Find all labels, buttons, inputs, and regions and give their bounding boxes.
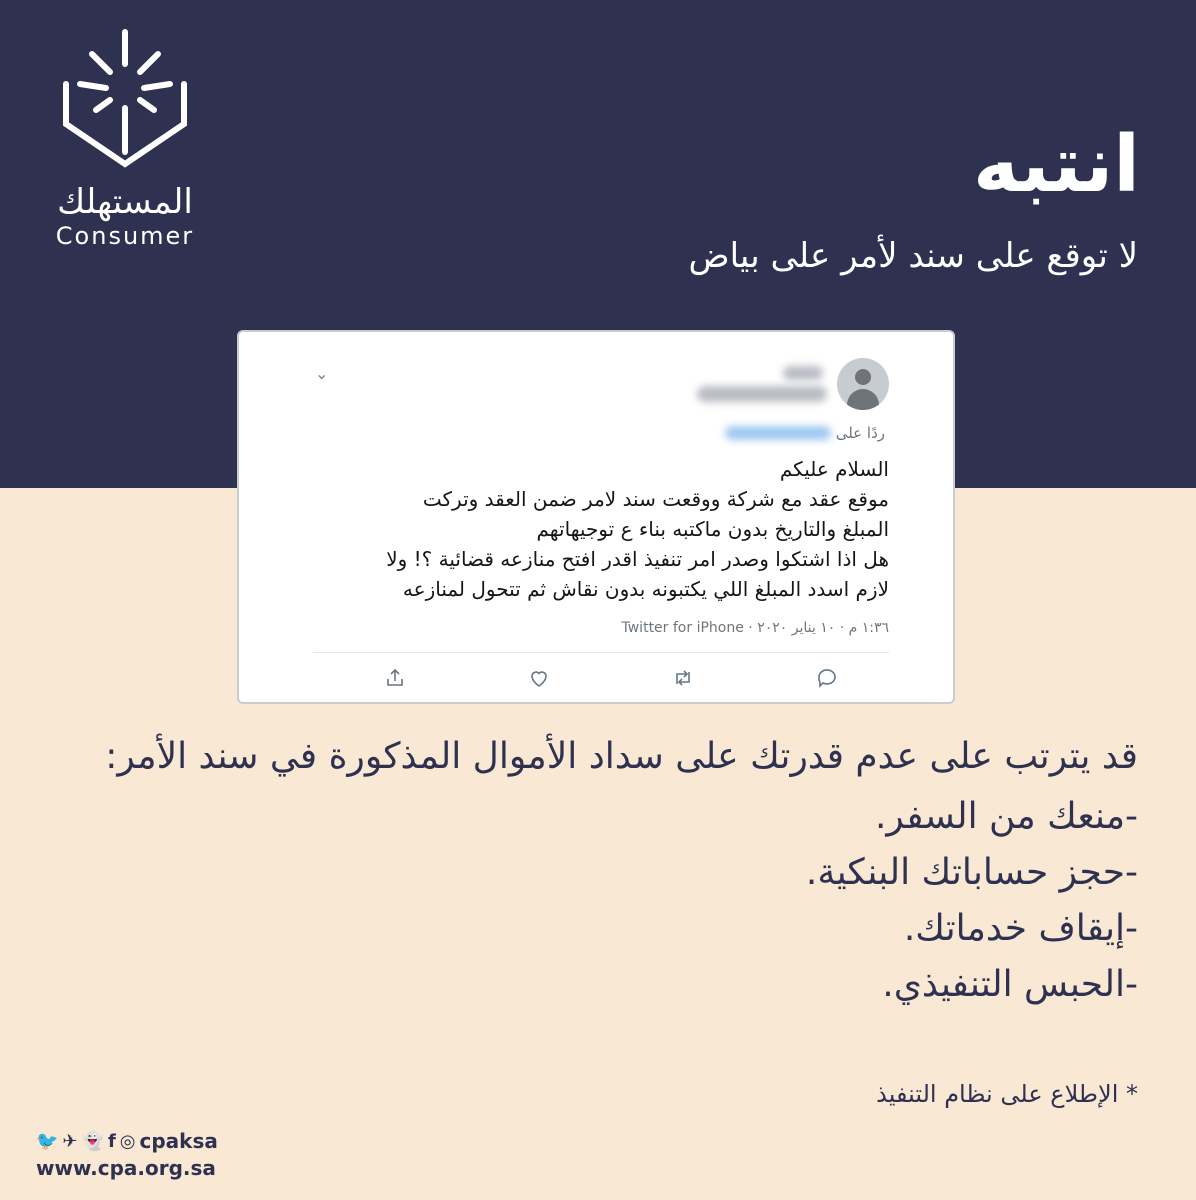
tweet-line: هل اذا اشتكوا وصدر امر تنفيذ اقدر افتح منازعه قضائية ؟! ولا [386, 547, 889, 571]
twitter-icon[interactable]: 🐦 [36, 1130, 59, 1152]
blurred-user-handle [697, 386, 827, 402]
logo-mark-icon [50, 24, 200, 174]
footnote[interactable]: * الإطلاع على نظام التنفيذ [876, 1080, 1138, 1108]
blurred-user-name [783, 366, 823, 380]
reply-to-label: ردًا على [835, 424, 885, 442]
avatar[interactable] [837, 358, 889, 410]
logo-english-text: Consumer [55, 222, 195, 250]
tweet-line: المبلغ والتاريخ بدون ماكتبه بناء ع توجيهاتهم [536, 517, 889, 541]
consumer-logo [40, 24, 210, 250]
consequence-item: -منعك من السفر. [874, 796, 1138, 837]
social-links [36, 1128, 218, 1154]
consequence-item: -حجز حساباتك البنكية. [805, 852, 1138, 893]
tweet-text [289, 454, 889, 604]
avatar-head-shape [855, 369, 871, 385]
consequence-item: -إيقاف خدماتك. [903, 908, 1138, 949]
avatar-body-shape [847, 389, 879, 410]
logo-arabic-text: المستهلك [57, 182, 193, 222]
consequences-intro: قد يترتب على عدم قدرتك على سداد الأموال المذكورة في سند الأمر: [105, 736, 1138, 777]
tweet-line: موقع عقد مع شركة ووقعت سند لامر ضمن العقد وتركت [422, 487, 889, 511]
tweet-timestamp[interactable]: ١:٣٦ م · ١٠ يناير ٢٠٢٠ · Twitter for iPhone [621, 620, 889, 636]
snapchat-icon[interactable]: 👻 [81, 1130, 104, 1152]
page-subtitle: لا توقع على سند لأمر على بياض [688, 236, 1138, 276]
like-icon[interactable] [527, 666, 551, 690]
retweet-icon[interactable] [671, 666, 695, 690]
tweet-line: السلام عليكم [779, 457, 889, 481]
website-link[interactable]: www.cpa.org.sa [36, 1156, 216, 1180]
share-icon[interactable] [383, 666, 407, 690]
telegram-icon[interactable]: ✈ [62, 1130, 78, 1152]
tweet-actions [359, 666, 839, 690]
tweet-line: لازم اسدد المبلغ اللي يكتبونه بدون نقاش ثم تتحول لمنازعه [402, 577, 889, 601]
instagram-icon[interactable]: ◎ [119, 1130, 136, 1152]
blurred-reply-handle[interactable] [725, 426, 831, 440]
consequence-item: -الحبس التنفيذي. [882, 964, 1138, 1005]
reply-icon[interactable] [815, 666, 839, 690]
page-title: انتبه [972, 120, 1140, 210]
tweet-divider [313, 652, 889, 653]
chevron-down-icon[interactable]: ⌄ [315, 364, 329, 383]
facebook-icon[interactable]: f [107, 1130, 116, 1152]
tweet-card [237, 330, 955, 704]
social-handle[interactable]: cpaksa [139, 1129, 218, 1153]
